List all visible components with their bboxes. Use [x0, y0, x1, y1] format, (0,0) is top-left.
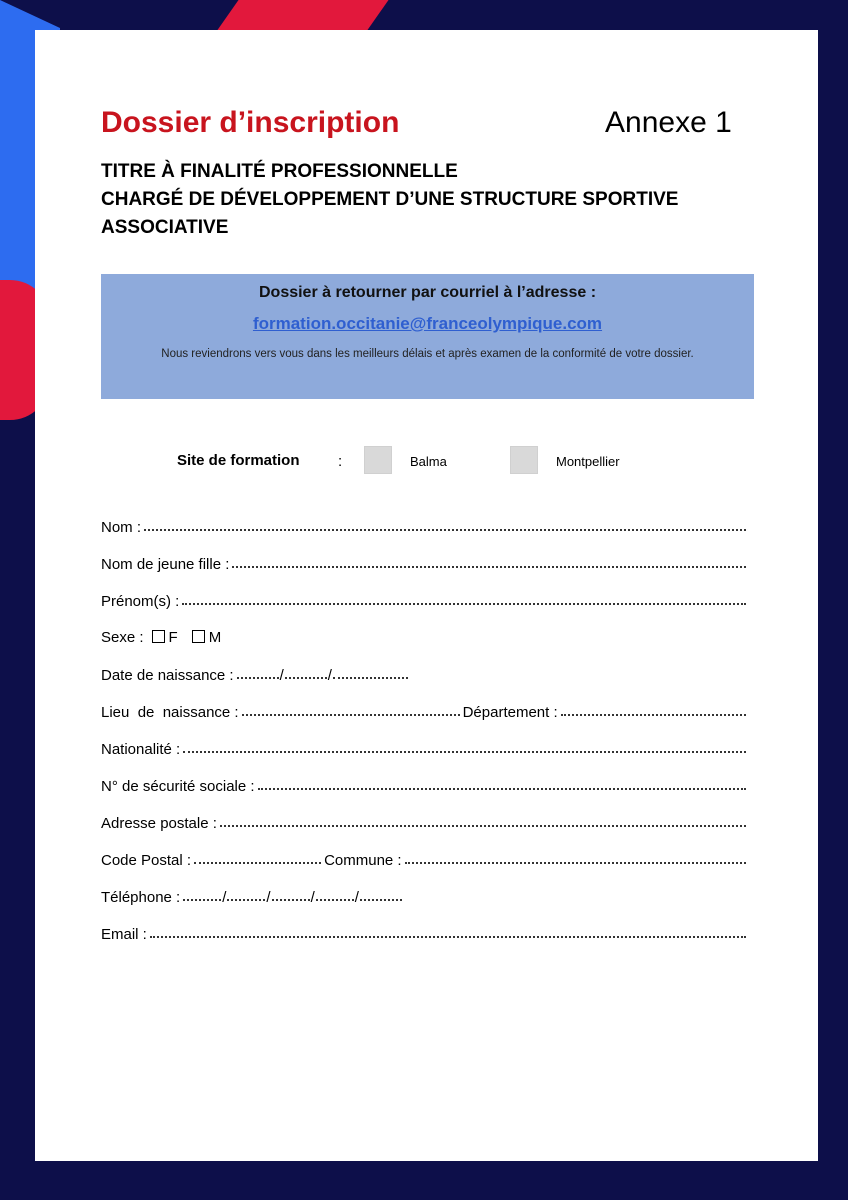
lieu-naissance-label: Lieu de naissance : — [101, 704, 239, 721]
sexe-m-label: M — [208, 629, 222, 646]
commune-label: Commune : — [324, 852, 402, 869]
info-box-heading: Dossier à retourner par courriel à l’adresse : — [258, 284, 597, 301]
field-securite-sociale — [101, 773, 746, 795]
adresse-label: Adresse postale : — [101, 815, 217, 832]
field-sexe — [101, 624, 746, 646]
training-site-row — [177, 446, 777, 476]
telephone-part-input-line[interactable] — [316, 899, 354, 901]
code-postal-label: Code Postal : — [101, 852, 192, 869]
form-page — [35, 30, 818, 1161]
sexe-label: Sexe : — [101, 629, 144, 646]
field-date-naissance — [101, 662, 746, 684]
site-balma-checkbox[interactable] — [364, 446, 392, 474]
nom-jeune-fille-label: Nom de jeune fille : — [101, 556, 230, 573]
training-site-colon: : — [338, 453, 343, 470]
code-postal-input-line[interactable] — [194, 862, 321, 864]
field-nationalite — [101, 736, 746, 758]
securite-sociale-label: N° de sécurité sociale : — [101, 778, 255, 795]
site-montpellier-label: Montpellier — [556, 454, 620, 469]
nationalite-input-line[interactable] — [183, 751, 746, 753]
subtitle-line: CHARGÉ DE DÉVELOPPEMENT D’UNE STRUCTURE SPORTIVE — [101, 189, 679, 210]
lieu-naissance-input-line[interactable] — [242, 714, 460, 716]
telephone-label: Téléphone : — [101, 889, 181, 906]
site-balma-label: Balma — [410, 454, 447, 469]
prenom-label: Prénom(s) : — [101, 593, 180, 610]
sexe-m-checkbox[interactable] — [192, 630, 205, 643]
submission-info-box — [101, 274, 754, 399]
nom-jeune-fille-input-line[interactable] — [232, 566, 746, 568]
date-day-input-line[interactable] — [237, 677, 279, 679]
field-adresse — [101, 810, 746, 832]
field-lieu-naissance — [101, 699, 746, 721]
telephone-part-input-line[interactable] — [360, 899, 402, 901]
page-title: Dossier d’inscription — [101, 106, 400, 139]
telephone-part-input-line[interactable] — [227, 899, 265, 901]
date-separator: / — [279, 667, 284, 684]
email-label: Email : — [101, 926, 147, 943]
nom-label: Nom : — [101, 519, 142, 536]
departement-label: Département : — [462, 704, 558, 721]
field-nom-jeune-fille — [101, 551, 746, 573]
field-nom — [101, 514, 746, 536]
field-telephone — [101, 884, 746, 906]
sexe-f-label: F — [168, 629, 178, 646]
adresse-input-line[interactable] — [220, 825, 746, 827]
telephone-part-input-line[interactable] — [272, 899, 310, 901]
telephone-separator: / — [222, 889, 227, 906]
field-email — [101, 921, 746, 943]
telephone-separator: / — [266, 889, 271, 906]
field-prenom — [101, 588, 746, 610]
subtitle-line: ASSOCIATIVE — [101, 217, 229, 238]
contact-email-link[interactable]: formation.occitanie@franceolympique.com — [252, 314, 603, 333]
sexe-f-checkbox[interactable] — [152, 630, 165, 643]
departement-input-line[interactable] — [561, 714, 746, 716]
telephone-separator: / — [354, 889, 359, 906]
date-naissance-label: Date de naissance : — [101, 667, 234, 684]
subtitle-line: TITRE À FINALITÉ PROFESSIONNELLE — [101, 161, 458, 182]
email-input-line[interactable] — [150, 936, 746, 938]
securite-sociale-input-line[interactable] — [258, 788, 746, 790]
telephone-part-input-line[interactable] — [183, 899, 221, 901]
prenom-input-line[interactable] — [182, 603, 746, 605]
date-year-input-line[interactable] — [333, 677, 408, 679]
telephone-separator: / — [310, 889, 315, 906]
site-montpellier-checkbox[interactable] — [510, 446, 538, 474]
nom-input-line[interactable] — [144, 529, 746, 531]
training-site-label: Site de formation — [177, 452, 300, 469]
commune-input-line[interactable] — [405, 862, 746, 864]
field-code-postal — [101, 847, 746, 869]
nationalite-label: Nationalité : — [101, 741, 181, 758]
annexe-label: Annexe 1 — [605, 106, 732, 139]
info-box-note: Nous reviendrons vers vous dans les meilleurs délais et après examen de la conformité de votre dossier. — [161, 348, 694, 360]
date-month-input-line[interactable] — [285, 677, 327, 679]
date-separator: / — [327, 667, 332, 684]
program-subtitle — [101, 158, 741, 242]
